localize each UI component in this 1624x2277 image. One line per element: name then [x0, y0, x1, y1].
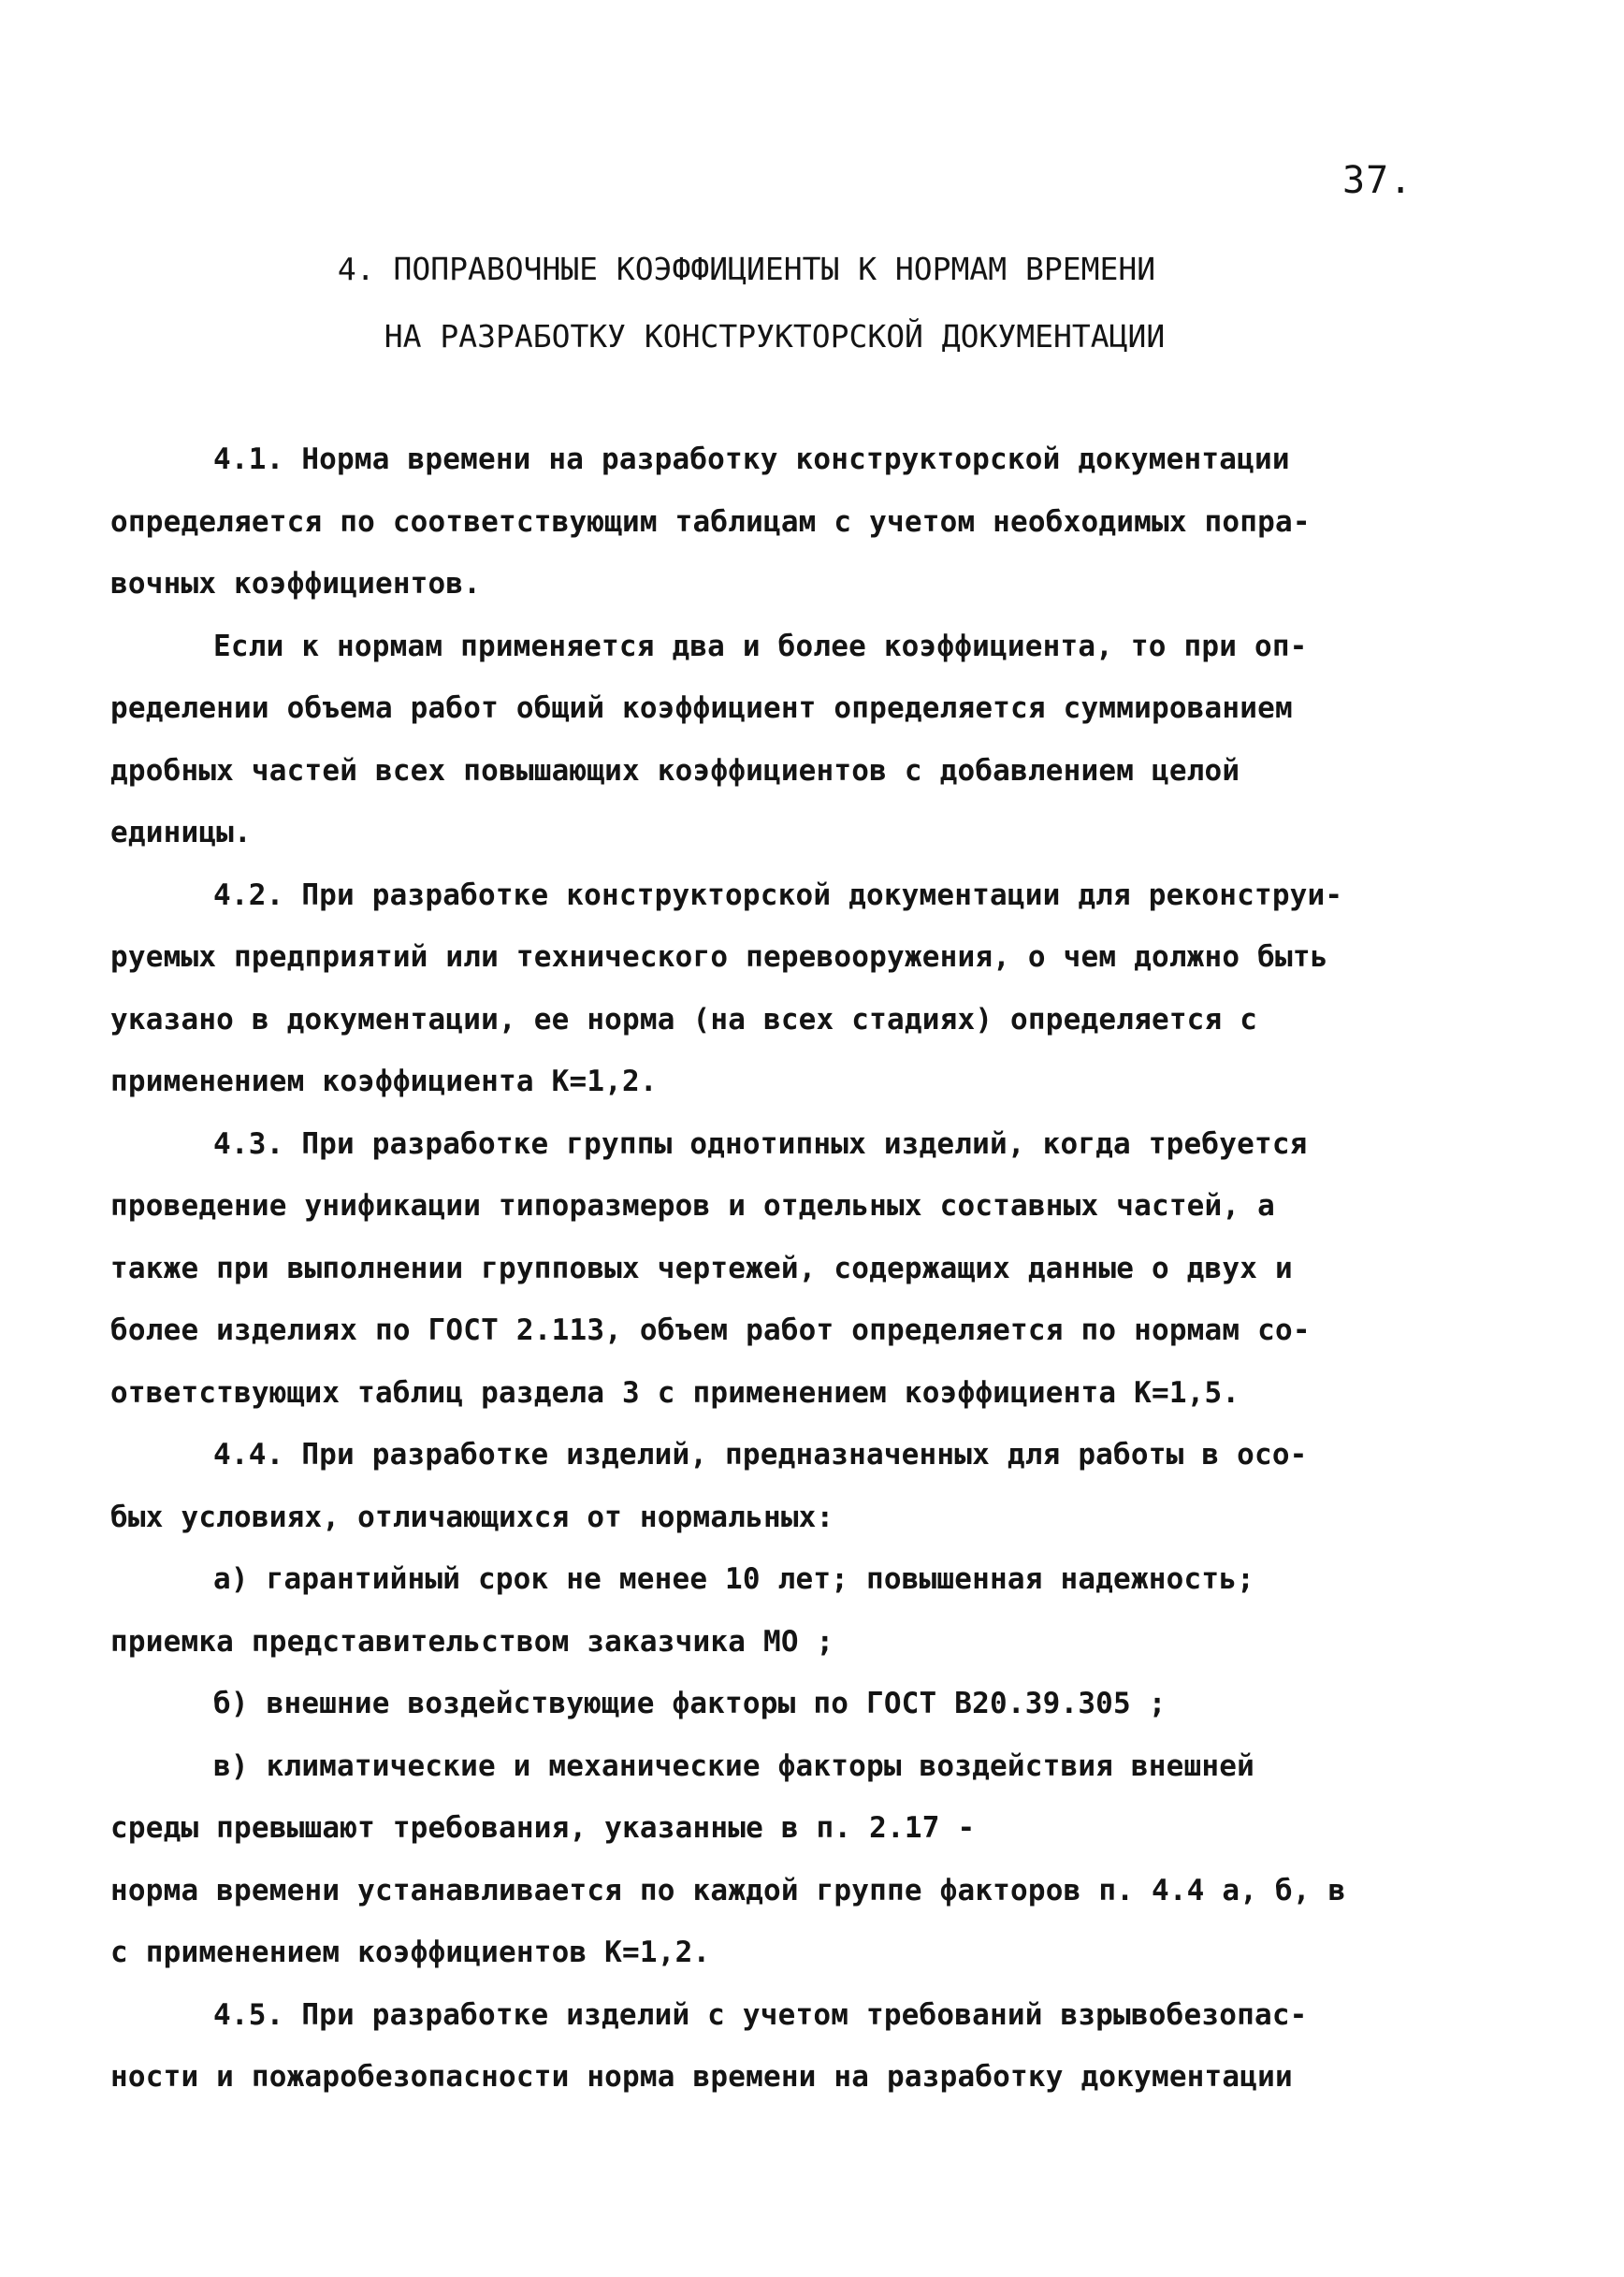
page-number: 37.: [1342, 159, 1414, 202]
paragraph-4-4: [110, 1424, 1457, 1548]
paragraph-4-2: [110, 864, 1457, 1113]
text-line: 4.1. Норма времени на разработку конструкторской документации: [213, 442, 1290, 476]
list-item-a: [110, 1548, 1457, 1673]
text-line: также при выполнении групповых чертежей, содержащих данные о двух и: [110, 1251, 1293, 1285]
text-line: 4.3. При разработке группы однотипных изделий, когда требуется: [213, 1126, 1308, 1161]
text-line: ответствующих таблиц раздела 3 с применением коэффициента К=1,5.: [110, 1375, 1240, 1410]
text-line: 4.4. При разработке изделий, предназначенных для работы в осо-: [213, 1438, 1308, 1472]
text-line: более изделиях по ГОСТ 2.113, объем работ определяется по нормам со-: [110, 1313, 1311, 1347]
text-line: Если к нормам применяется два и более коэффициента, то при оп-: [213, 629, 1308, 663]
list-item-v: [110, 1735, 1457, 1984]
paragraph-combined-coefficients: [110, 616, 1457, 864]
body-text: [110, 428, 1457, 2109]
text-line: бых условиях, отличающихся от нормальных:: [110, 1500, 834, 1534]
text-line: единицы.: [110, 816, 252, 849]
text-line: 4.2. При разработке конструкторской документации для реконструи-: [213, 877, 1343, 912]
text-line: 4.5. При разработке изделий с учетом требований взрывобезопас-: [213, 1997, 1308, 2032]
text-line: ределении объема работ общий коэффициент определяется суммированием: [110, 691, 1293, 725]
text-line: применением коэффициента К=1,2.: [110, 1065, 658, 1098]
text-line: а) гарантийный срок не менее 10 лет; повышенная надежность;: [213, 1562, 1254, 1596]
text-line: проведение унификации типоразмеров и отдельных составных частей, а: [110, 1189, 1275, 1223]
text-line: указано в документации, ее норма (на всех стадиях) определяется с: [110, 1002, 1258, 1037]
text-line: дробных частей всех повышающих коэффициентов с добавлением целой: [110, 753, 1240, 788]
section-title-line-2: НА РАЗРАБОТКУ КОНСТРУКТОРСКОЙ ДОКУМЕНТАЦИИ: [384, 318, 1166, 355]
text-line: ности и пожаробезопасности норма времени на разработку документации: [110, 2060, 1293, 2094]
text-line: б) внешние воздействующие факторы по ГОСТ В20.39.305 ;: [213, 1687, 1167, 1720]
text-line: с применением коэффициентов К=1,2.: [110, 1936, 711, 1969]
section-title-line-1: 4. ПОПРАВОЧНЫЕ КОЭФФИЦИЕНТЫ К НОРМАМ ВРЕМЕНИ: [337, 251, 1156, 287]
paragraph-4-1: [110, 428, 1457, 616]
text-line: определяется по соответствующим таблицам с учетом необходимых попра-: [110, 504, 1311, 539]
text-line: норма времени устанавливается по каждой группе факторов п. 4.4 а, б, в: [110, 1873, 1346, 1907]
text-line: вочных коэффициентов.: [110, 567, 482, 601]
text-line: руемых предприятий или технического перевооружения, о чем должно быть: [110, 940, 1328, 974]
text-line: приемка представительством заказчика МО ;: [110, 1624, 834, 1659]
text-line: среды превышают требования, указанные в п. 2.17 -: [110, 1811, 976, 1845]
paragraph-4-3: [110, 1113, 1457, 1425]
text-line: в) климатические и механические факторы воздействия внешней: [213, 1748, 1254, 1783]
paragraph-4-5: [110, 1984, 1457, 2109]
list-item-b: [110, 1673, 1457, 1735]
